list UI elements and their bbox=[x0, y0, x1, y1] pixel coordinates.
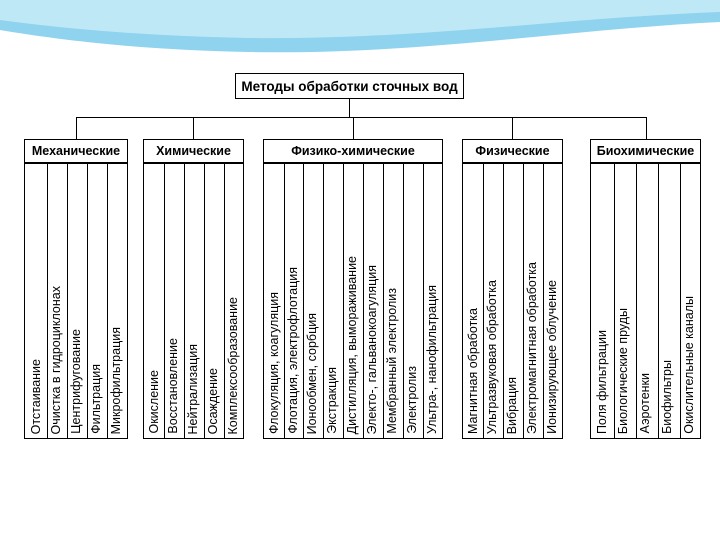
item-chemical-1: Окисление bbox=[147, 370, 161, 434]
item-physchem-5: Дистилляция, вымораживание bbox=[345, 255, 359, 434]
group-header-physchem: Физико-химические bbox=[263, 139, 443, 163]
item-physical-5: Ионизирующее облучение bbox=[545, 280, 559, 434]
connector-chemical bbox=[193, 117, 194, 139]
item-biochemical-5: Окислительные каналы bbox=[682, 296, 696, 434]
item-chemical-4: Осаждение bbox=[206, 367, 220, 434]
item-mechanical-3: Центрифугование bbox=[69, 329, 83, 434]
item-physchem-7: Мембранный электролиз bbox=[385, 288, 399, 434]
connector-mechanical bbox=[76, 117, 77, 139]
header-wave-decoration bbox=[0, 0, 720, 70]
item-physical-4: Электромагнитная обработка bbox=[525, 261, 539, 434]
connector-physical bbox=[512, 117, 513, 139]
item-physchem-9: Ультра-, нанофильтрация bbox=[425, 284, 439, 434]
item-chemical-2: Восстановление bbox=[166, 338, 180, 434]
group-biochemical-items bbox=[590, 163, 701, 439]
title-connector bbox=[349, 99, 350, 117]
group-physical-items bbox=[462, 163, 563, 439]
item-physical-3: Вибрация bbox=[505, 376, 519, 434]
group-physchem-items bbox=[263, 163, 443, 439]
item-biochemical-3: Аэротенки bbox=[638, 373, 652, 434]
group-header-mechanical: Механические bbox=[24, 139, 128, 163]
item-mechanical-4: Фильтрация bbox=[89, 364, 103, 434]
item-biochemical-1: Поля фильтрации bbox=[595, 329, 609, 434]
horizontal-bus bbox=[76, 117, 646, 118]
group-chemical-items bbox=[143, 163, 244, 439]
connector-physchem bbox=[353, 117, 354, 139]
group-header-chemical: Химические bbox=[143, 139, 244, 163]
item-physchem-1: Флокуляция, коагуляция bbox=[267, 292, 281, 434]
item-mechanical-5: Микрофильтрация bbox=[109, 326, 123, 434]
group-header-biochemical: Биохимические bbox=[590, 139, 701, 163]
item-mechanical-1: Отстаивание bbox=[29, 358, 43, 434]
item-biochemical-2: Биологические пруды bbox=[616, 307, 630, 434]
group-mechanical-items bbox=[24, 163, 128, 439]
item-physical-1: Магнитная обработка bbox=[466, 307, 480, 434]
diagram-title: Методы обработки сточных вод bbox=[235, 73, 464, 99]
item-biochemical-4: Биофильтры bbox=[660, 360, 674, 434]
item-physchem-6: Электо-, гальванокоагуляция bbox=[365, 264, 379, 434]
item-physchem-4: Экстракция bbox=[325, 367, 339, 434]
group-header-physical: Физические bbox=[462, 139, 563, 163]
item-physchem-3: Ионообмен, сорбция bbox=[305, 312, 319, 434]
item-chemical-5: Комплексообразование bbox=[226, 296, 240, 434]
item-physchem-8: Электролиз bbox=[405, 366, 419, 434]
connector-biochemical bbox=[646, 117, 647, 139]
item-chemical-3: Нейтрализация bbox=[186, 343, 200, 434]
item-mechanical-2: Очистка в гидроциклонах bbox=[49, 285, 63, 434]
item-physical-2: Ультразвуковая обработка bbox=[485, 279, 499, 434]
item-physchem-2: Флотация, электрофлотация bbox=[286, 267, 300, 434]
